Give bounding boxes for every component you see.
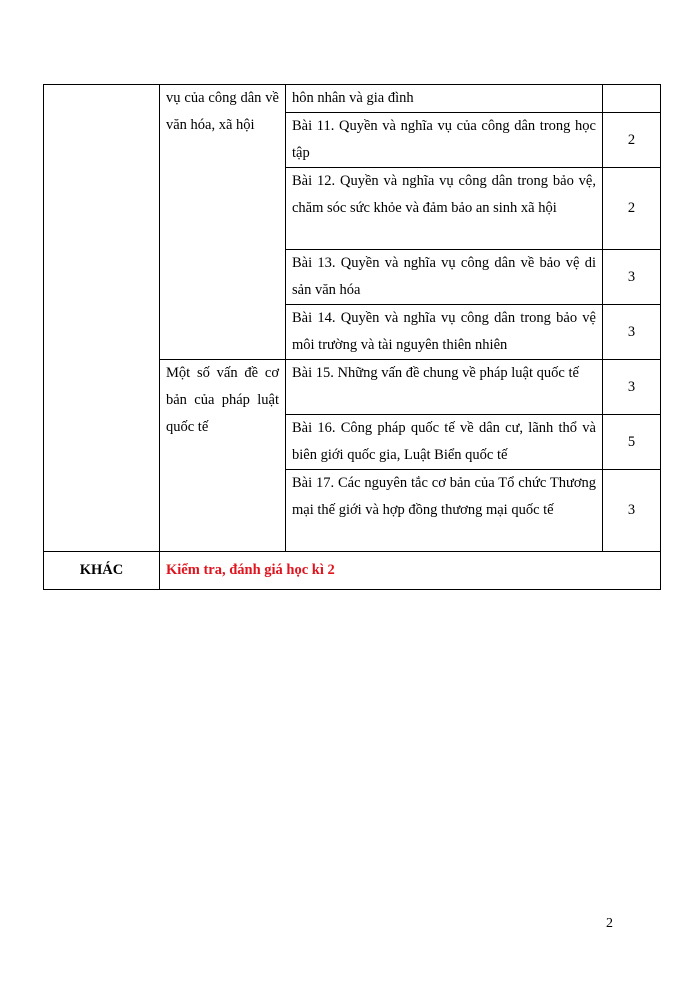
lesson-cell: hôn nhân và gia đình [286,85,603,113]
table-row-other [44,552,661,590]
curriculum-table [43,84,661,590]
periods-cell: 2 [603,168,661,250]
table-row [44,85,661,113]
periods-cell: 3 [603,360,661,415]
page-number: 2 [606,916,613,931]
periods-cell: 3 [603,470,661,552]
lesson-cell: Bài 12. Quyền và nghĩa vụ công dân trong bảo vệ, chăm sóc sức khỏe và đảm bảo an sinh xã hội [286,168,603,250]
lesson-cell: Bài 15. Những vấn đề chung về pháp luật quốc tế [286,360,603,415]
lesson-cell: Bài 16. Công pháp quốc tế về dân cư, lãnh thổ và biên giới quốc gia, Luật Biển quốc tế [286,415,603,470]
periods-cell [603,85,661,113]
periods-cell: 5 [603,415,661,470]
lesson-cell: Bài 14. Quyền và nghĩa vụ công dân trong bảo vệ môi trường và tài nguyên thiên nhiên [286,305,603,360]
assessment-cell: Kiểm tra, đánh giá học kì 2 [160,552,661,590]
periods-cell: 3 [603,305,661,360]
other-label-cell: KHÁC [44,552,160,590]
lesson-cell: Bài 17. Các nguyên tắc cơ bản của Tổ chức Thương mại thế giới và hợp đồng thương mại quốc tế [286,470,603,552]
section-cell [44,85,160,552]
topic-cell: vụ của công dân về văn hóa, xã hội [160,85,286,360]
lesson-cell: Bài 13. Quyền và nghĩa vụ công dân về bảo vệ di sản văn hóa [286,250,603,305]
periods-cell: 2 [603,113,661,168]
periods-cell: 3 [603,250,661,305]
lesson-cell: Bài 11. Quyền và nghĩa vụ của công dân trong học tập [286,113,603,168]
topic-cell: Một số vấn đề cơ bản của pháp luật quốc tế [160,360,286,552]
